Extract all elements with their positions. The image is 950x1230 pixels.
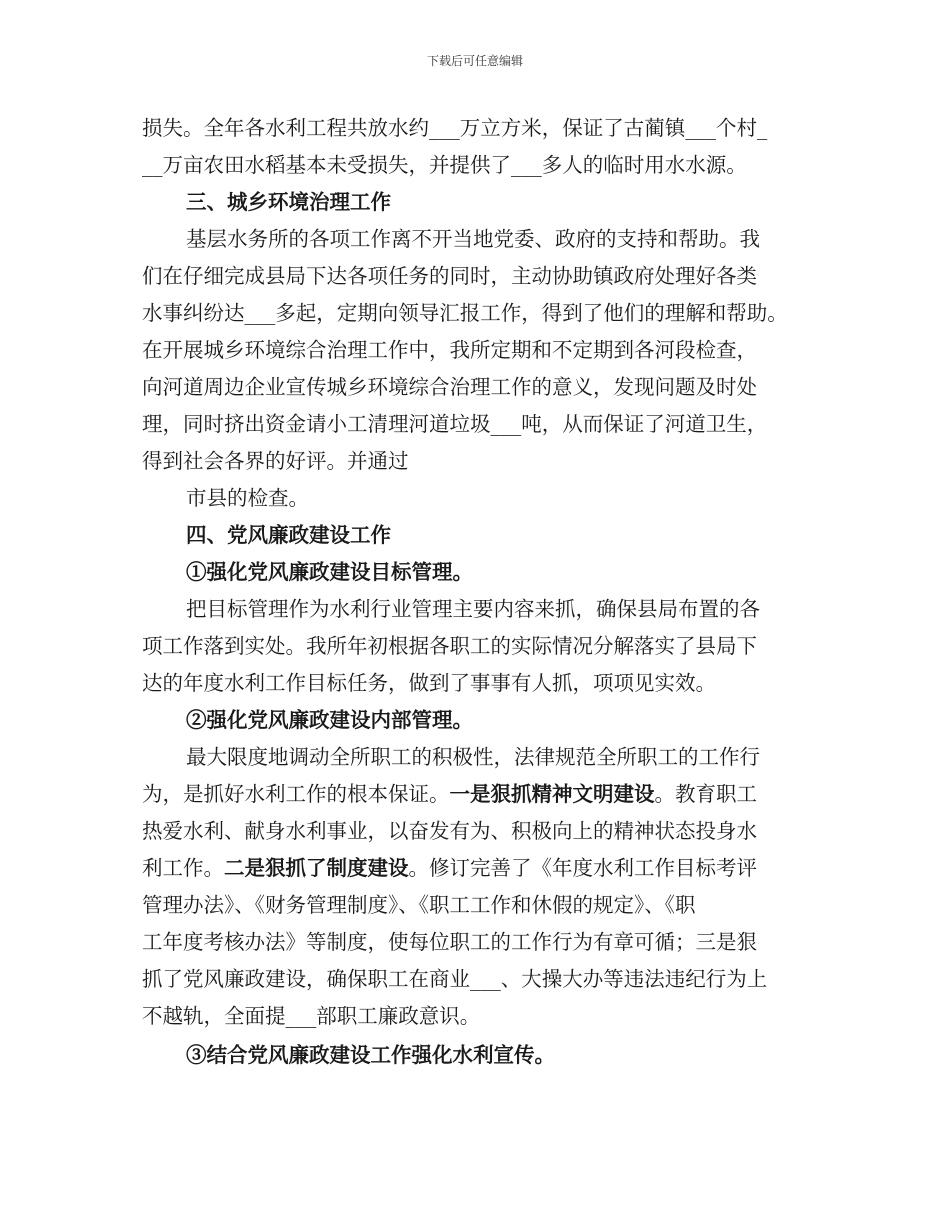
- paragraph-line: 抓了党风廉政建设，确保职工在商业___、大操大办等违法违纪行为上: [142, 967, 768, 991]
- paragraph-line: 达的年度水利工作目标任务，做到了事事有人抓，项项见实效。: [142, 671, 716, 695]
- paragraph-line: __万亩农田水稻基本未受损失，并提供了___多人的临时用水水源。: [142, 153, 747, 177]
- paragraph-line: 们在仔细完成县局下达各项任务的同时，主动协助镇政府处理好各类: [142, 264, 757, 288]
- paragraph-line: 项工作落到实处。我所年初根据各职工的实际情况分解落实了县局下: [142, 634, 757, 658]
- paragraph-line: 不越轨，全面提___部职工廉政意识。: [142, 1004, 481, 1028]
- text-run: 。教育职工: [654, 782, 757, 806]
- subheading-2: ②强化党风廉政建设内部管理。: [186, 708, 473, 732]
- paragraph-line: 基层水务所的各项工作离不开当地党委、政府的支持和帮助。我: [186, 227, 760, 251]
- paragraph-line: 工年度考核办法》等制度，使每位职工的工作行为有章可循；三是狠: [142, 930, 757, 954]
- section-heading-3: 三、城乡环境治理工作: [186, 190, 391, 214]
- paragraph-line: 管理办法》、《财务管理制度》、《职工工作和休假的规定》、《职: [142, 893, 696, 917]
- text-run: 。修订完善了《年度水利工作目标考评: [408, 856, 757, 880]
- text-run: 为，是抓好水利工作的根本保证。: [142, 782, 450, 806]
- paragraph-line: [142, 780, 757, 808]
- paragraph-line: 市县的检查。: [186, 486, 309, 510]
- paragraph-line: 理，同时挤出资金请小工清理河道垃圾___吨，从而保证了河道卫生，: [142, 412, 768, 436]
- emphasis-text: 一是狠抓精神文明建设: [449, 782, 655, 806]
- paragraph-line: 向河道周边企业宣传城乡环境综合治理工作的意义，发现问题及时处: [142, 375, 757, 399]
- paragraph-line: 最大限度地调动全所职工的积极性，法律规范全所职工的工作行: [186, 745, 760, 769]
- subheading-3: ③结合党风廉政建设工作强化水利宣传。: [186, 1043, 555, 1067]
- paragraph-line: 水事纠纷达___多起，定期向领导汇报工作，得到了他们的理解和帮助。: [142, 301, 788, 325]
- section-heading-4: 四、党风廉政建设工作: [186, 523, 391, 547]
- text-run: 利工作。: [142, 856, 224, 880]
- paragraph-line: 把目标管理作为水利行业管理主要内容来抓，确保县局布置的各: [186, 597, 760, 621]
- paragraph-line: 损失。全年各水利工程共放水约___万立方米，保证了古蔺镇___个村_: [142, 116, 768, 140]
- paragraph-line: 得到社会各界的好评。并通过: [142, 449, 409, 473]
- emphasis-text: 二是狠抓了制度建设: [224, 856, 409, 880]
- paragraph-line: 在开展城乡环境综合治理工作中，我所定期和不定期到各河段检查，: [142, 338, 757, 362]
- subheading-1: ①强化党风廉政建设目标管理。: [186, 560, 473, 584]
- paragraph-line: 热爱水利、献身水利事业，以奋发有为、积极向上的精神状态投身水: [142, 819, 757, 843]
- page-header: 下载后可任意编辑: [426, 54, 523, 68]
- paragraph-line: [142, 854, 757, 882]
